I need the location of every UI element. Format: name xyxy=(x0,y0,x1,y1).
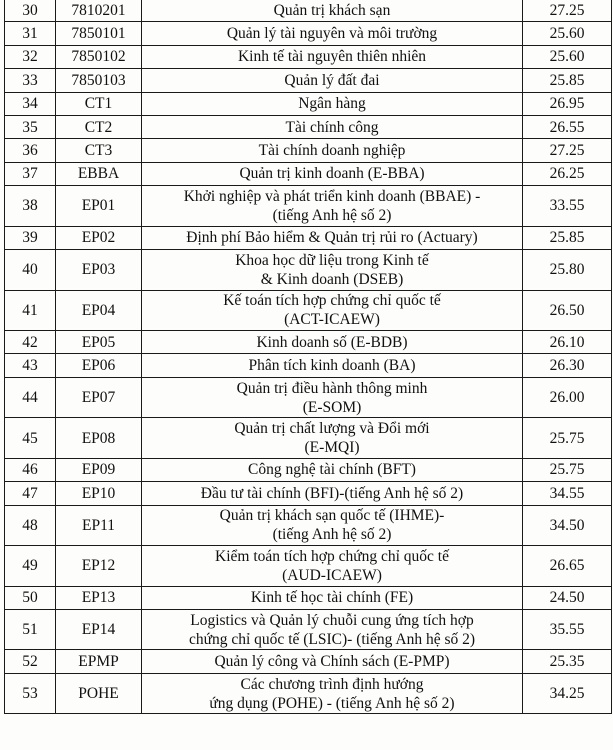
major-name-line: Tài chính doanh nghiệp xyxy=(258,142,406,160)
major-name-line: Quản trị khách sạn quốc tế (IHME)- xyxy=(219,507,445,525)
score-cell: 25.60 xyxy=(523,45,612,68)
row-number-cell: 31 xyxy=(5,22,56,45)
major-name-line: Quản trị điều hành thông minh xyxy=(236,379,428,397)
major-name-cell xyxy=(142,482,523,505)
major-name-cell xyxy=(142,22,523,45)
major-code-cell: EP11 xyxy=(56,505,142,546)
table-row xyxy=(5,354,612,377)
major-code-cell: EP08 xyxy=(56,418,142,459)
major-name-cell xyxy=(142,0,523,22)
major-name-cell xyxy=(142,331,523,354)
major-code-cell: EP05 xyxy=(56,331,142,354)
major-name-line: Khoa học dữ liệu trong Kinh tế xyxy=(235,251,429,269)
row-number-cell: 48 xyxy=(5,505,56,546)
score-cell: 26.00 xyxy=(523,377,612,418)
major-name-line: (E-SOM) xyxy=(302,398,362,416)
score-cell: 26.10 xyxy=(523,331,612,354)
score-cell: 25.85 xyxy=(523,226,612,249)
row-number-cell: 34 xyxy=(5,92,56,115)
major-code-cell: EP04 xyxy=(56,290,142,331)
row-number-cell: 53 xyxy=(5,673,56,714)
score-cell: 26.50 xyxy=(523,290,612,331)
score-cell: 26.65 xyxy=(523,546,612,587)
major-code-cell: 7850103 xyxy=(56,69,142,92)
major-code-cell: EP13 xyxy=(56,586,142,609)
major-code-cell: CT3 xyxy=(56,139,142,162)
table-row xyxy=(5,45,612,68)
row-number-cell: 41 xyxy=(5,290,56,331)
table-row xyxy=(5,458,612,481)
table-row xyxy=(5,22,612,45)
score-cell: 34.50 xyxy=(523,505,612,546)
row-number-cell: 49 xyxy=(5,546,56,587)
major-name-line: chứng chỉ quốc tế (LSIC)- (tiếng Anh hệ số 2) xyxy=(188,630,476,648)
major-code-cell: 7850102 xyxy=(56,45,142,68)
row-number-cell: 46 xyxy=(5,458,56,481)
table-row xyxy=(5,586,612,609)
major-name-line: (ACT-ICAEW) xyxy=(284,311,380,329)
table-row xyxy=(5,673,612,714)
major-name-line: Quản lý công và Chính sách (E-PMP) xyxy=(214,653,450,671)
table-row xyxy=(5,418,612,459)
major-code-cell: EBBA xyxy=(56,162,142,185)
table-row xyxy=(5,505,612,546)
major-name-line: Logistics và Quản lý chuỗi cung ứng tích hợp xyxy=(190,611,474,629)
major-name-cell xyxy=(142,45,523,68)
score-cell: 26.95 xyxy=(523,92,612,115)
score-cell: 26.30 xyxy=(523,354,612,377)
major-name-cell xyxy=(142,92,523,115)
score-cell: 25.80 xyxy=(523,250,612,291)
major-name-line: (tiếng Anh hệ số 2) xyxy=(272,206,392,224)
major-name-line: Kinh tế học tài chính (FE) xyxy=(250,589,414,607)
table-row xyxy=(5,226,612,249)
row-number-cell: 30 xyxy=(5,0,56,22)
table-row xyxy=(5,92,612,115)
score-cell: 35.55 xyxy=(523,609,612,650)
row-number-cell: 50 xyxy=(5,586,56,609)
major-name-cell xyxy=(142,250,523,291)
major-name-line: Quản trị khách sạn xyxy=(273,1,391,19)
major-name-cell xyxy=(142,673,523,714)
row-number-cell: 37 xyxy=(5,162,56,185)
major-code-cell: EP01 xyxy=(56,186,142,227)
major-name-line: & Kinh doanh (DSEB) xyxy=(260,270,404,288)
major-name-line: Đầu tư tài chính (BFI)-(tiếng Anh hệ số 2) xyxy=(200,484,464,502)
major-code-cell: CT2 xyxy=(56,115,142,138)
admission-score-table xyxy=(4,0,612,714)
major-code-cell: EP02 xyxy=(56,226,142,249)
major-code-cell: 7850101 xyxy=(56,22,142,45)
major-name-line: Quản trị kinh doanh (E-BBA) xyxy=(239,165,425,183)
row-number-cell: 40 xyxy=(5,250,56,291)
row-number-cell: 51 xyxy=(5,609,56,650)
score-cell: 25.75 xyxy=(523,418,612,459)
row-number-cell: 39 xyxy=(5,226,56,249)
major-name-line: Kế toán tích hợp chứng chỉ quốc tế xyxy=(223,292,441,310)
major-code-cell: EP07 xyxy=(56,377,142,418)
major-name-line: Tài chính công xyxy=(285,118,379,136)
major-name-cell xyxy=(142,115,523,138)
table-row xyxy=(5,115,612,138)
table-row xyxy=(5,162,612,185)
row-number-cell: 35 xyxy=(5,115,56,138)
major-name-line: Ngân hàng xyxy=(298,95,366,113)
major-name-cell xyxy=(142,418,523,459)
major-name-cell xyxy=(142,650,523,673)
score-cell: 26.55 xyxy=(523,115,612,138)
major-name-line: (tiếng Anh hệ số 2) xyxy=(272,526,392,544)
major-name-cell xyxy=(142,162,523,185)
score-cell: 24.50 xyxy=(523,586,612,609)
row-number-cell: 52 xyxy=(5,650,56,673)
major-code-cell: POHE xyxy=(56,673,142,714)
table-row xyxy=(5,186,612,227)
row-number-cell: 47 xyxy=(5,482,56,505)
major-code-cell: EP06 xyxy=(56,354,142,377)
row-number-cell: 44 xyxy=(5,377,56,418)
major-name-line: Khởi nghiệp và phát triển kinh doanh (BBAE) - xyxy=(183,187,481,205)
major-name-line: ứng dụng (POHE) - (tiếng Anh hệ số 2) xyxy=(209,694,455,712)
score-cell: 25.60 xyxy=(523,22,612,45)
table-row xyxy=(5,0,612,22)
major-code-cell: 7810201 xyxy=(56,0,142,22)
major-name-line: Kinh doanh số (E-BDB) xyxy=(256,333,408,351)
major-name-line: Phân tích kinh doanh (BA) xyxy=(248,357,416,375)
score-cell: 25.85 xyxy=(523,69,612,92)
table-row xyxy=(5,650,612,673)
row-number-cell: 33 xyxy=(5,69,56,92)
major-name-line: Quản lý đất đai xyxy=(284,71,380,89)
major-name-line: (AUD-ICAEW) xyxy=(282,566,382,584)
major-name-cell xyxy=(142,586,523,609)
score-cell: 34.25 xyxy=(523,673,612,714)
row-number-cell: 32 xyxy=(5,45,56,68)
major-name-cell xyxy=(142,609,523,650)
major-name-cell xyxy=(142,458,523,481)
row-number-cell: 45 xyxy=(5,418,56,459)
table-row xyxy=(5,609,612,650)
major-name-line: Quản trị chất lượng và Đổi mới xyxy=(234,420,430,438)
row-number-cell: 43 xyxy=(5,354,56,377)
major-name-cell xyxy=(142,290,523,331)
major-code-cell: EP09 xyxy=(56,458,142,481)
score-cell: 25.35 xyxy=(523,650,612,673)
major-name-line: Kiểm toán tích hợp chứng chỉ quốc tế xyxy=(215,547,449,565)
score-cell: 27.25 xyxy=(523,0,612,22)
major-code-cell: EP14 xyxy=(56,609,142,650)
major-code-cell: EP10 xyxy=(56,482,142,505)
major-code-cell: EP03 xyxy=(56,250,142,291)
major-code-cell: EPMP xyxy=(56,650,142,673)
major-name-line: Định phí Bảo hiểm & Quản trị rủi ro (Actuary) xyxy=(186,229,478,247)
row-number-cell: 38 xyxy=(5,186,56,227)
major-name-cell xyxy=(142,226,523,249)
table-row xyxy=(5,546,612,587)
major-name-cell xyxy=(142,139,523,162)
major-name-line: (E-MQI) xyxy=(304,439,360,457)
row-number-cell: 36 xyxy=(5,139,56,162)
score-cell: 34.55 xyxy=(523,482,612,505)
table-row xyxy=(5,139,612,162)
table-row xyxy=(5,377,612,418)
major-name-cell xyxy=(142,354,523,377)
major-code-cell: EP12 xyxy=(56,546,142,587)
table-row xyxy=(5,482,612,505)
major-name-cell xyxy=(142,186,523,227)
score-cell: 25.75 xyxy=(523,458,612,481)
row-number-cell: 42 xyxy=(5,331,56,354)
table-body xyxy=(5,0,612,714)
major-name-line: Kinh tế tài nguyên thiên nhiên xyxy=(237,48,427,66)
score-cell: 26.25 xyxy=(523,162,612,185)
table-row xyxy=(5,331,612,354)
major-name-cell xyxy=(142,69,523,92)
major-code-cell: CT1 xyxy=(56,92,142,115)
major-name-line: Công nghệ tài chính (BFT) xyxy=(248,461,416,479)
major-name-line: Quản lý tài nguyên và môi trường xyxy=(226,25,438,43)
major-name-cell xyxy=(142,377,523,418)
score-cell: 27.25 xyxy=(523,139,612,162)
major-name-cell xyxy=(142,505,523,546)
table-row xyxy=(5,69,612,92)
table-row xyxy=(5,290,612,331)
major-name-line: Các chương trình định hướng xyxy=(240,675,424,693)
major-name-cell xyxy=(142,546,523,587)
score-cell: 33.55 xyxy=(523,186,612,227)
table-row xyxy=(5,250,612,291)
